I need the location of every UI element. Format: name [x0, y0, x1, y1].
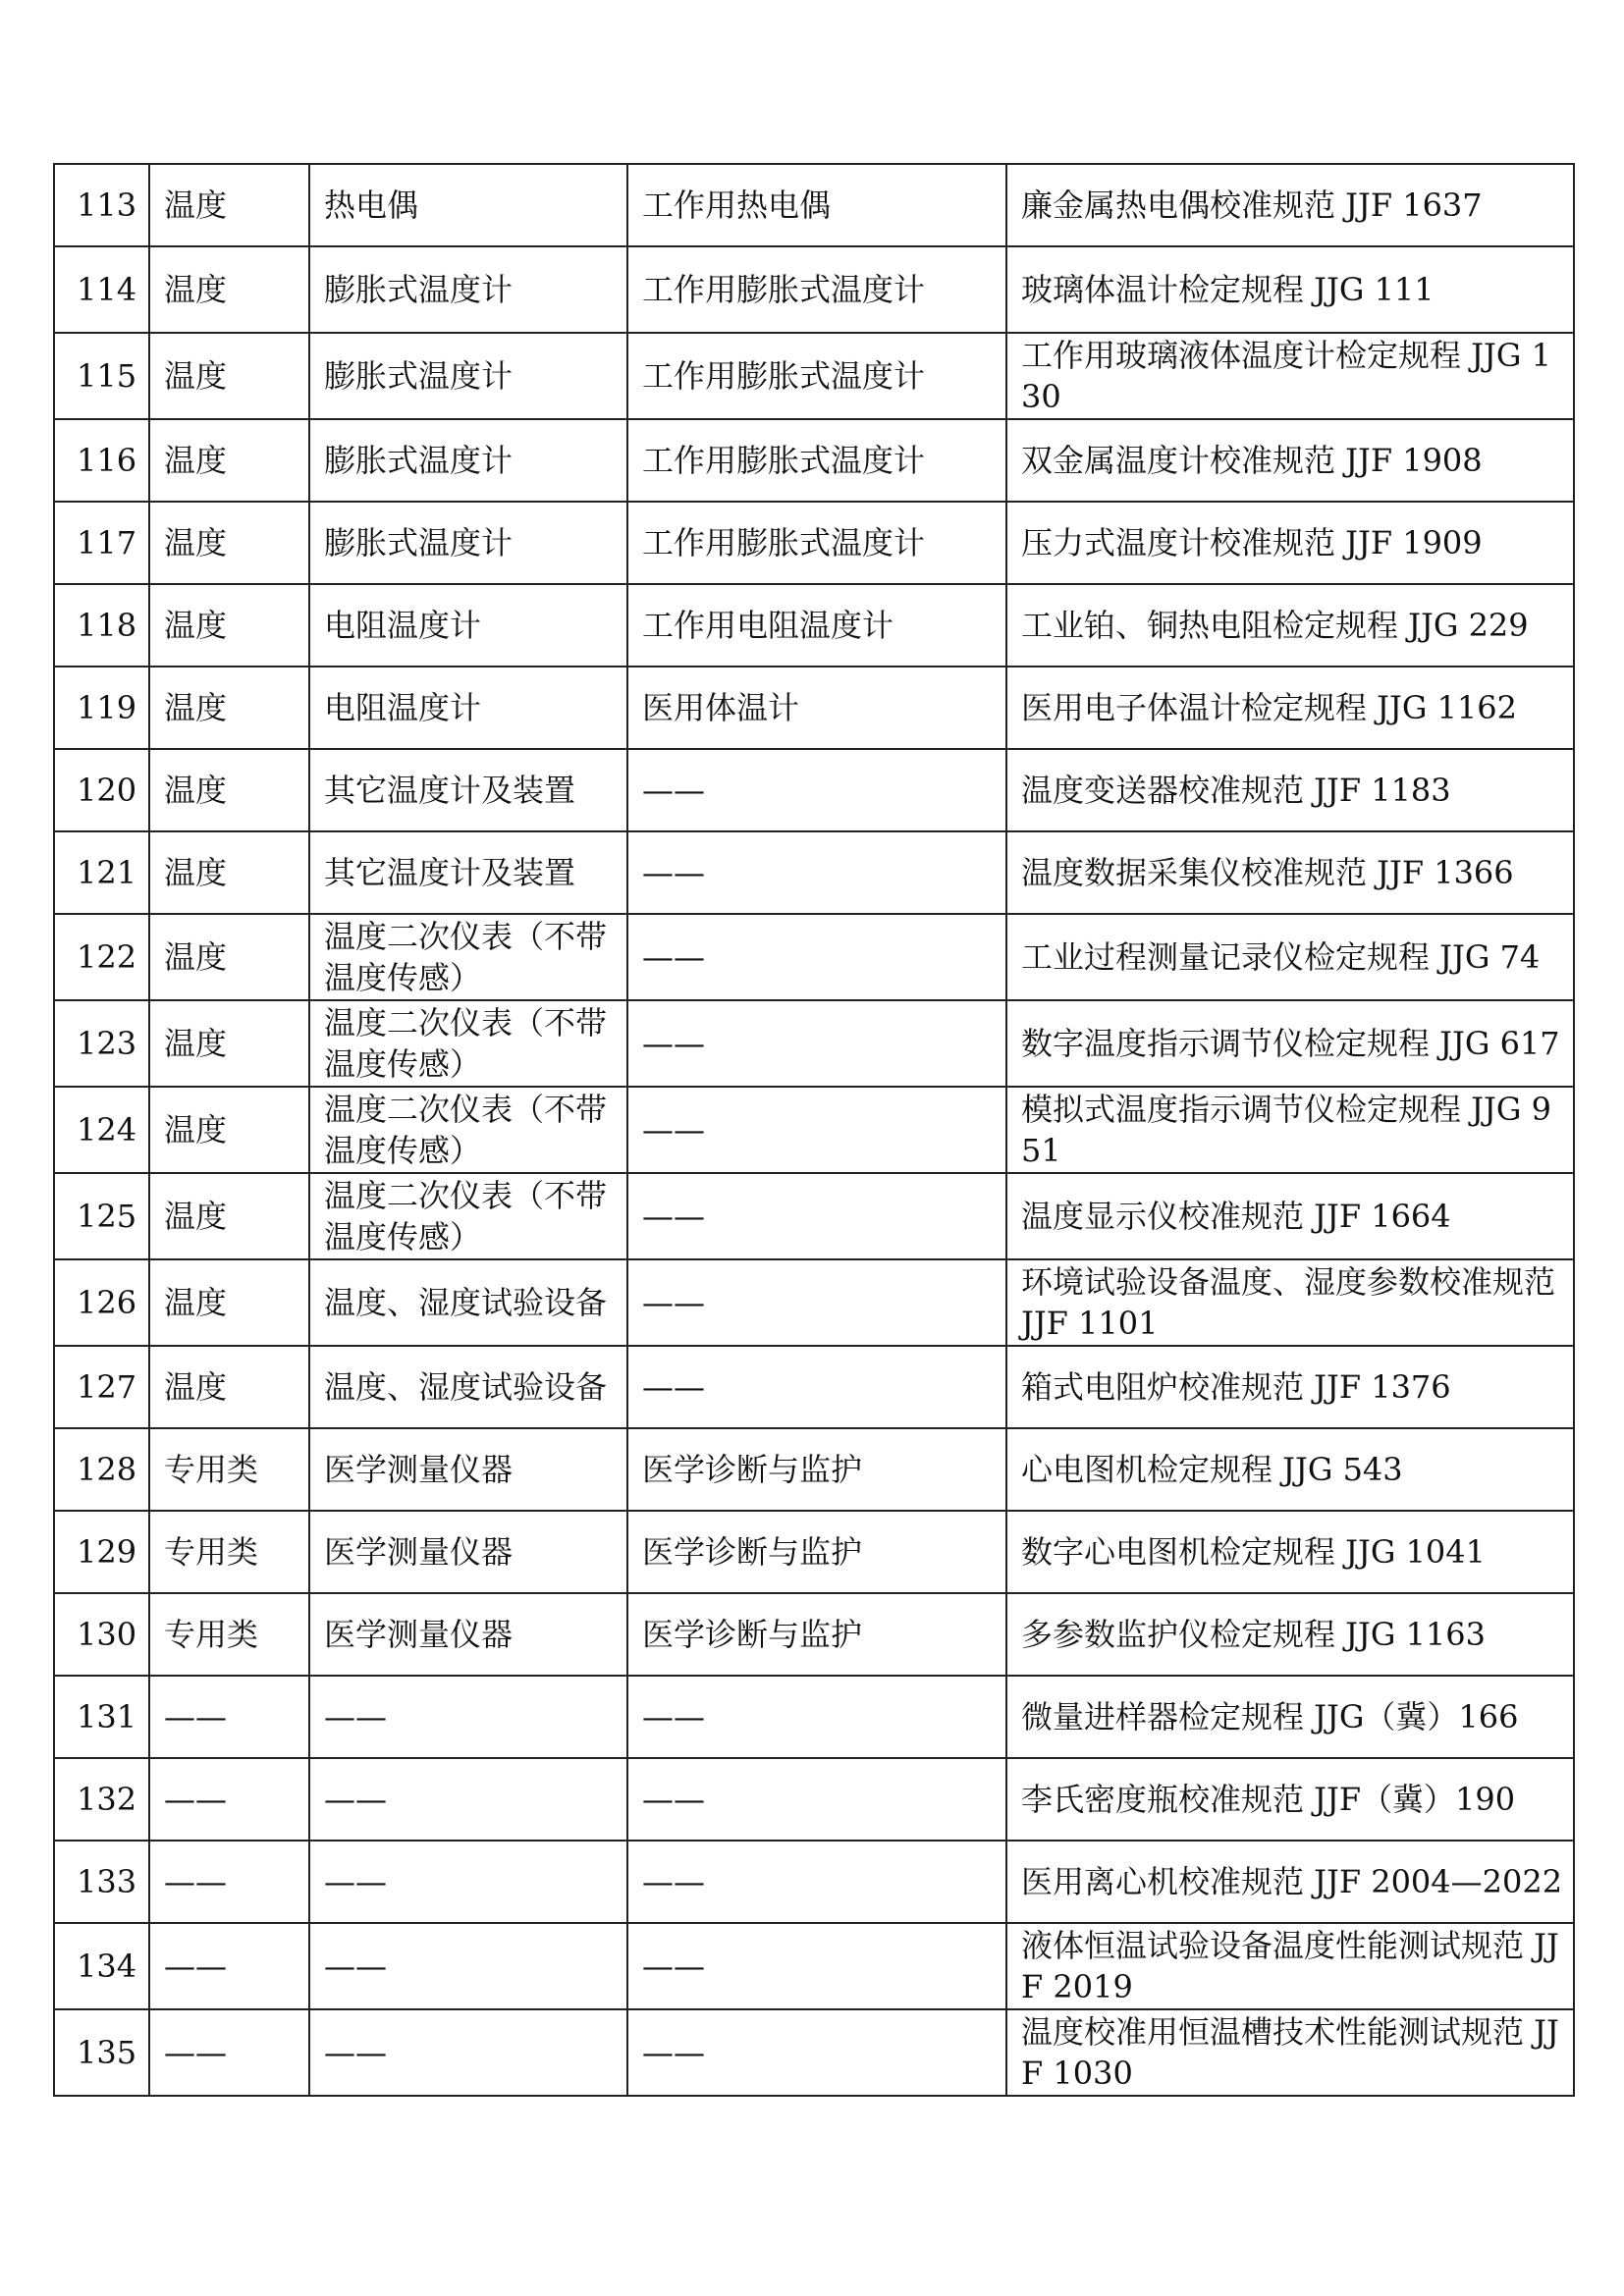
cell-number: 134: [54, 1923, 149, 2009]
cell-category: 电阻温度计: [309, 584, 627, 667]
cell-standard: 李氏密度瓶校准规范 JJF（冀）190: [1006, 1758, 1574, 1841]
cell-subcategory: ——: [627, 914, 1006, 1000]
cell-domain: 温度: [149, 419, 309, 502]
cell-number: 117: [54, 502, 149, 584]
cell-standard: 医用离心机校准规范 JJF 2004—2022: [1006, 1841, 1574, 1923]
table-row: [54, 333, 1574, 419]
cell-subcategory: ——: [627, 1923, 1006, 2009]
cell-domain: 温度: [149, 1259, 309, 1346]
cell-subcategory: ——: [627, 1758, 1006, 1841]
cell-standard: 环境试验设备温度、湿度参数校准规范 JJF 1101: [1006, 1259, 1574, 1346]
table-row: [54, 1259, 1574, 1346]
cell-category: 膨胀式温度计: [309, 246, 627, 333]
cell-subcategory: 医学诊断与监护: [627, 1593, 1006, 1676]
cell-category: 电阻温度计: [309, 667, 627, 749]
cell-domain: 温度: [149, 667, 309, 749]
cell-category: 温度二次仪表（不带温度传感）: [309, 1087, 627, 1173]
cell-number: 132: [54, 1758, 149, 1841]
cell-number: 128: [54, 1428, 149, 1511]
table-row: [54, 1676, 1574, 1758]
cell-number: 131: [54, 1676, 149, 1758]
table-row: [54, 1346, 1574, 1428]
cell-number: 126: [54, 1259, 149, 1346]
cell-domain: ——: [149, 1758, 309, 1841]
table-row: [54, 419, 1574, 502]
table-row: [54, 1087, 1574, 1173]
cell-number: 129: [54, 1511, 149, 1593]
cell-category: ——: [309, 1841, 627, 1923]
cell-standard: 数字温度指示调节仪检定规程 JJG 617: [1006, 1000, 1574, 1087]
table-row: [54, 1923, 1574, 2009]
cell-number: 118: [54, 584, 149, 667]
cell-subcategory: ——: [627, 1259, 1006, 1346]
cell-standard: 温度显示仪校准规范 JJF 1664: [1006, 1173, 1574, 1259]
cell-number: 123: [54, 1000, 149, 1087]
cell-number: 135: [54, 2009, 149, 2096]
table-row: [54, 164, 1574, 246]
cell-number: 130: [54, 1593, 149, 1676]
cell-subcategory: ——: [627, 1173, 1006, 1259]
cell-domain: 温度: [149, 246, 309, 333]
cell-subcategory: 工作用热电偶: [627, 164, 1006, 246]
table-row: [54, 502, 1574, 584]
cell-category: 其它温度计及装置: [309, 831, 627, 914]
cell-category: ——: [309, 1676, 627, 1758]
table-row: [54, 914, 1574, 1000]
cell-number: 115: [54, 333, 149, 419]
cell-domain: 温度: [149, 831, 309, 914]
cell-category: ——: [309, 2009, 627, 2096]
cell-domain: 温度: [149, 502, 309, 584]
cell-domain: 专用类: [149, 1593, 309, 1676]
cell-domain: 温度: [149, 1087, 309, 1173]
cell-subcategory: 工作用膨胀式温度计: [627, 419, 1006, 502]
table-row: [54, 749, 1574, 831]
cell-category: 其它温度计及装置: [309, 749, 627, 831]
cell-number: 124: [54, 1087, 149, 1173]
table-row: [54, 1173, 1574, 1259]
cell-category: 温度二次仪表（不带温度传感）: [309, 1000, 627, 1087]
cell-subcategory: 医学诊断与监护: [627, 1511, 1006, 1593]
cell-number: 125: [54, 1173, 149, 1259]
cell-number: 127: [54, 1346, 149, 1428]
cell-category: 医学测量仪器: [309, 1511, 627, 1593]
cell-standard: 微量进样器检定规程 JJG（冀）166: [1006, 1676, 1574, 1758]
cell-category: 膨胀式温度计: [309, 333, 627, 419]
cell-domain: 温度: [149, 1000, 309, 1087]
cell-standard: 工业铂、铜热电阻检定规程 JJG 229: [1006, 584, 1574, 667]
cell-number: 114: [54, 246, 149, 333]
cell-domain: 温度: [149, 1346, 309, 1428]
cell-standard: 数字心电图机检定规程 JJG 1041: [1006, 1511, 1574, 1593]
cell-category: 温度二次仪表（不带温度传感）: [309, 914, 627, 1000]
cell-subcategory: ——: [627, 1841, 1006, 1923]
cell-category: 膨胀式温度计: [309, 419, 627, 502]
cell-standard: 压力式温度计校准规范 JJF 1909: [1006, 502, 1574, 584]
cell-subcategory: ——: [627, 1676, 1006, 1758]
cell-standard: 箱式电阻炉校准规范 JJF 1376: [1006, 1346, 1574, 1428]
cell-domain: 温度: [149, 584, 309, 667]
cell-category: 温度、湿度试验设备: [309, 1259, 627, 1346]
cell-subcategory: 工作用电阻温度计: [627, 584, 1006, 667]
cell-subcategory: ——: [627, 2009, 1006, 2096]
cell-standard: 玻璃体温计检定规程 JJG 111: [1006, 246, 1574, 333]
cell-category: 医学测量仪器: [309, 1428, 627, 1511]
cell-standard: 模拟式温度指示调节仪检定规程 JJG 951: [1006, 1087, 1574, 1173]
cell-domain: 温度: [149, 333, 309, 419]
cell-domain: ——: [149, 1676, 309, 1758]
cell-domain: ——: [149, 1841, 309, 1923]
cell-subcategory: 工作用膨胀式温度计: [627, 246, 1006, 333]
calibration-standards-table: [53, 163, 1575, 2097]
cell-number: 120: [54, 749, 149, 831]
cell-number: 121: [54, 831, 149, 914]
cell-domain: 专用类: [149, 1511, 309, 1593]
table-row: [54, 2009, 1574, 2096]
cell-subcategory: ——: [627, 831, 1006, 914]
cell-standard: 医用电子体温计检定规程 JJG 1162: [1006, 667, 1574, 749]
cell-standard: 温度数据采集仪校准规范 JJF 1366: [1006, 831, 1574, 914]
cell-subcategory: 医学诊断与监护: [627, 1428, 1006, 1511]
cell-subcategory: 工作用膨胀式温度计: [627, 502, 1006, 584]
cell-standard: 液体恒温试验设备温度性能测试规范 JJF 2019: [1006, 1923, 1574, 2009]
cell-standard: 双金属温度计校准规范 JJF 1908: [1006, 419, 1574, 502]
cell-category: ——: [309, 1923, 627, 2009]
cell-number: 116: [54, 419, 149, 502]
table-row: [54, 1511, 1574, 1593]
cell-subcategory: ——: [627, 1087, 1006, 1173]
cell-domain: 温度: [149, 914, 309, 1000]
table-row: [54, 1758, 1574, 1841]
table-row: [54, 1841, 1574, 1923]
table-row: [54, 1428, 1574, 1511]
cell-domain: ——: [149, 1923, 309, 2009]
table-body: [54, 164, 1574, 2096]
cell-subcategory: 医用体温计: [627, 667, 1006, 749]
cell-category: 医学测量仪器: [309, 1593, 627, 1676]
cell-standard: 温度变送器校准规范 JJF 1183: [1006, 749, 1574, 831]
cell-subcategory: ——: [627, 1000, 1006, 1087]
cell-category: 温度二次仪表（不带温度传感）: [309, 1173, 627, 1259]
cell-standard: 工作用玻璃液体温度计检定规程 JJG 130: [1006, 333, 1574, 419]
cell-number: 122: [54, 914, 149, 1000]
cell-standard: 多参数监护仪检定规程 JJG 1163: [1006, 1593, 1574, 1676]
cell-standard: 温度校准用恒温槽技术性能测试规范 JJF 1030: [1006, 2009, 1574, 2096]
cell-number: 119: [54, 667, 149, 749]
cell-number: 113: [54, 164, 149, 246]
cell-domain: 专用类: [149, 1428, 309, 1511]
cell-standard: 廉金属热电偶校准规范 JJF 1637: [1006, 164, 1574, 246]
table-row: [54, 1593, 1574, 1676]
cell-subcategory: ——: [627, 749, 1006, 831]
cell-category: ——: [309, 1758, 627, 1841]
cell-category: 膨胀式温度计: [309, 502, 627, 584]
table-row: [54, 1000, 1574, 1087]
cell-domain: 温度: [149, 749, 309, 831]
cell-domain: 温度: [149, 164, 309, 246]
cell-subcategory: ——: [627, 1346, 1006, 1428]
cell-domain: ——: [149, 2009, 309, 2096]
cell-number: 133: [54, 1841, 149, 1923]
table-row: [54, 584, 1574, 667]
table-row: [54, 246, 1574, 333]
cell-category: 温度、湿度试验设备: [309, 1346, 627, 1428]
cell-standard: 心电图机检定规程 JJG 543: [1006, 1428, 1574, 1511]
cell-subcategory: 工作用膨胀式温度计: [627, 333, 1006, 419]
cell-category: 热电偶: [309, 164, 627, 246]
table-row: [54, 667, 1574, 749]
cell-standard: 工业过程测量记录仪检定规程 JJG 74: [1006, 914, 1574, 1000]
table-row: [54, 831, 1574, 914]
cell-domain: 温度: [149, 1173, 309, 1259]
